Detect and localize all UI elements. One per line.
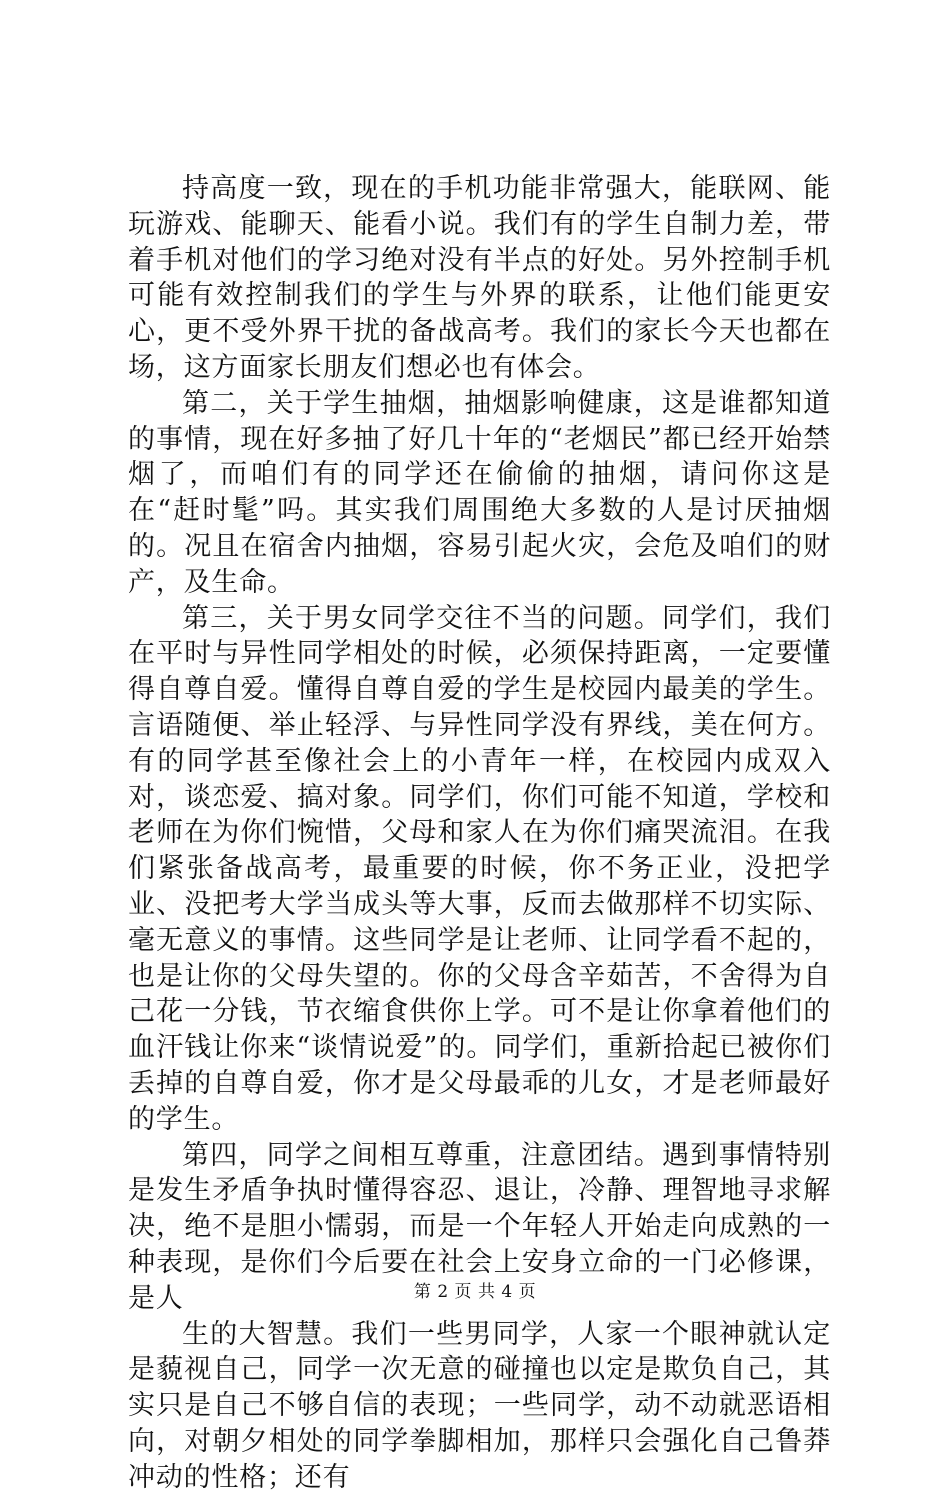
paragraph-wisdom: 生的大智慧。我们一些男同学，人家一个眼神就认定是藐视自己，同学一次无意的碰撞也以定是欺负自己，其实只是自己不够自信的表现；一些同学，动不动就恶语相向，对朝夕相处的同学拳脚相加，那样只会强化自己鲁莽冲动的性格；还有	[128, 1317, 831, 1495]
paragraph-continued-phones: 持高度一致，现在的手机功能非常强大，能联网、能玩游戏、能聊天、能看小说。我们有的学生自制力差，带着手机对他们的学习绝对没有半点的好处。另外控制手机可能有效控制我们的学生与外界的联系，让他们能更安心，更不受外界干扰的备战高考。我们的家长今天也都在场，这方面家长朋友们想必也有体会。	[128, 171, 831, 386]
page-footer	[0, 1277, 950, 1302]
paragraph-respect: 第四，同学之间相互尊重，注意团结。遇到事情特别是发生矛盾争执时懂得容忍、退让，冷静、理智地寻求解决，绝不是胆小懦弱，而是一个年轻人开始走向成熟的一种表现，是你们今后要在社会上安身立命的一门必修课，是人	[128, 1138, 831, 1317]
paragraph-smoking: 第二，关于学生抽烟，抽烟影响健康，这是谁都知道的事情，现在好多抽了好几十年的“老烟民”都已经开始禁烟了，而咱们有的同学还在偷偷的抽烟，请问你这是在“赶时髦”吗。其实我们周围绝大多数的人是讨厌抽烟的。况且在宿舍内抽烟，容易引起火灾，会危及咱们的财产，及生命。	[128, 386, 831, 601]
paragraph-relationships: 第三，关于男女同学交往不当的问题。同学们，我们在平时与异性同学相处的时候，必须保持距离，一定要懂得自尊自爱。懂得自尊自爱的学生是校园内最美的学生。言语随便、举止轻浮、与异性同学没有界线，美在何方。有的同学甚至像社会上的小青年一样，在校园内成双入对，谈恋爱、搞对象。同学们，你们可能不知道，学校和老师在为你们惋惜，父母和家人在为你们痛哭流泪。在我们紧张备战高考，最重要的时候，你不务正业，没把学业、没把考大学当成头等大事，反而去做那样不切实际、毫无意义的事情。这些同学是让老师、让同学看不起的，也是让你的父母失望的。你的父母含辛茹苦，不舍得为自己花一分钱，节衣缩食供你上学。可不是让你拿着他们的血汗钱让你来“谈情说爱”的。同学们，重新拾起已被你们丢掉的自尊自爱，你才是父母最乖的儿女，才是老师最好的学生。	[128, 601, 831, 1138]
page-number-label: 第 2 页 共 4 页	[414, 1282, 536, 1302]
